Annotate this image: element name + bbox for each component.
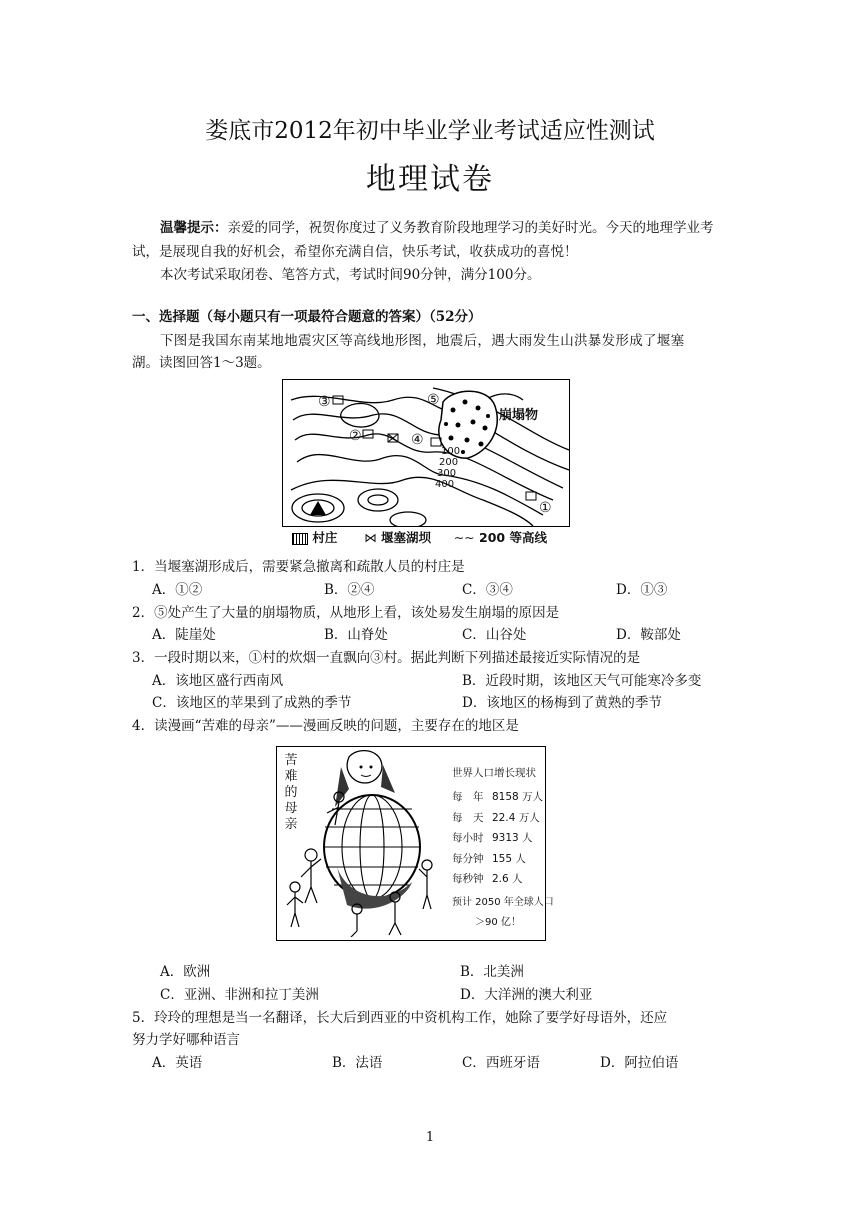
village-legend-icon <box>292 533 308 545</box>
legend-dam: 堰塞湖坝 <box>380 530 431 545</box>
exam-info: 本次考试采取闭卷、笔答方式，考试时间90分钟，满分100分。 <box>160 267 541 283</box>
q2-option-d[interactable]: D．鞍部处 <box>616 627 681 643</box>
intro-tip <box>132 216 732 264</box>
village-4-marker: ④ <box>411 432 424 448</box>
exam-title: 娄底市2012年初中毕业学业考试适应性测试 <box>205 118 655 144</box>
contour-legend-icon: ∼∼ <box>453 530 475 545</box>
paper-title: 地理试卷 <box>366 162 494 197</box>
lead-text-line2: 湖。读图回答1～3题。 <box>132 355 271 371</box>
stat-label: 每 天 <box>452 811 484 824</box>
q3-option-a[interactable]: A．该地区盛行西南风 <box>152 673 284 689</box>
contour-label-100: 100 <box>441 446 461 457</box>
stat-row <box>452 808 543 829</box>
stat-label: 每 年 <box>452 791 484 803</box>
q3-option-b[interactable]: B．近段时期，该地区天气可能寒冷多变 <box>462 673 702 689</box>
section-heading: 一、选择题（每小题只有一项最符合题意的答案）（52分） <box>132 309 482 325</box>
cartoon-title-char: 亲 <box>284 817 298 832</box>
question-5-stem-line1: 5．玲玲的理想是当一名翻译，长大后到西亚的中资机构工作，她除了要学好母语外，还应 <box>132 1010 668 1026</box>
stat-value: 9313 人 <box>492 832 533 844</box>
q2-option-b[interactable]: B．山脊处 <box>324 627 388 643</box>
question-1-stem: 1．当堰塞湖形成后，需要紧急撤离和疏散人员的村庄是 <box>132 559 465 575</box>
legend-contour: 200 等高线 <box>479 530 547 545</box>
q4-option-a[interactable]: A．欧洲 <box>160 964 211 980</box>
stat-row <box>452 849 543 870</box>
q3-option-c[interactable]: C．该地区的苹果到了成熟的季节 <box>152 695 352 711</box>
q4-option-d[interactable]: D．大洋洲的澳大利亚 <box>460 987 593 1003</box>
contour-map-figure <box>282 379 570 527</box>
tip-text: 亲爱的同学，祝贺你度过了义务教育阶段地理学习的美好时光。今天的地理学业考试，是展现自我的好机会，希望你充满自信，快乐考试，收获成功的喜悦！ <box>132 220 714 260</box>
stat-value: 8158 万人 <box>492 791 544 803</box>
stat-row <box>452 828 543 849</box>
forecast-line2: ＞90 亿！ <box>475 917 521 928</box>
question-5-stem-line2: 努力学好哪种语言 <box>132 1032 240 1048</box>
tip-label: 温馨提示： <box>160 220 228 236</box>
stats-list <box>452 787 543 890</box>
legend-village: 村庄 <box>312 530 338 545</box>
stat-label: 每小时 <box>452 832 484 844</box>
q2-option-c[interactable]: C．山谷处 <box>462 627 527 643</box>
contour-label-300: 300 <box>437 468 457 479</box>
cartoon-drawing <box>277 747 437 937</box>
village-5-marker: ⑤ <box>427 392 440 408</box>
question-4-stem: 4．读漫画“苦难的母亲”——漫画反映的问题，主要存在的地区是 <box>132 718 519 734</box>
cartoon-title-char: 苦 <box>284 753 298 768</box>
cartoon-title-char: 难 <box>284 769 298 784</box>
q1-option-c[interactable]: C．③④ <box>462 582 513 598</box>
forecast-line1: 预计 2050 年全球人口 <box>452 897 554 908</box>
q5-option-c[interactable]: C．西班牙语 <box>462 1055 540 1071</box>
stats-title: 世界人口增长现状 <box>452 767 536 779</box>
q5-option-d[interactable]: D．阿拉伯语 <box>600 1055 679 1071</box>
question-3-stem: 3．一段时期以来，①村的炊烟一直飘向③村。据此判断下列描述最接近实际情况的是 <box>132 650 641 666</box>
stat-row <box>452 869 543 890</box>
contour-label-200: 200 <box>439 457 459 468</box>
cartoon-figure <box>276 746 554 941</box>
q1-option-d[interactable]: D．①③ <box>616 582 668 598</box>
cartoon-title-char: 母 <box>284 801 298 816</box>
stat-label: 每分钟 <box>452 852 484 865</box>
stat-value: 155 人 <box>492 852 526 865</box>
question-2-stem: 2．⑤处产生了大量的崩塌物质，从地形上看，该处易发生崩塌的原因是 <box>132 605 560 621</box>
stat-row <box>452 787 543 808</box>
q5-option-b[interactable]: B．法语 <box>332 1055 383 1071</box>
q3-option-d[interactable]: D．该地区的杨梅到了黄熟的季节 <box>462 695 662 711</box>
dam-legend-icon: ⋈ <box>364 530 377 545</box>
stat-label: 每秒钟 <box>452 873 484 885</box>
stat-value: 22.4 万人 <box>492 811 540 824</box>
stat-value: 2.6 人 <box>492 873 523 885</box>
village-1-marker: ① <box>539 500 552 516</box>
cartoon-title-char: 的 <box>284 785 298 800</box>
village-2-marker: ② <box>349 428 362 444</box>
q5-option-a[interactable]: A．英语 <box>152 1055 203 1071</box>
q4-option-c[interactable]: C．亚洲、非洲和拉丁美洲 <box>160 987 319 1003</box>
map-legend <box>292 528 547 546</box>
q2-option-a[interactable]: A．陡崖处 <box>152 627 216 643</box>
page-number: 1 <box>425 1130 435 1145</box>
lead-text-line1: 下图是我国东南某地地震灾区等高线地形图，地震后，遇大雨发生山洪暴发形成了堰塞 <box>160 333 685 349</box>
q4-option-b[interactable]: B．北美洲 <box>460 964 524 980</box>
contour-label-400: 400 <box>435 479 455 490</box>
village-3-marker: ③ <box>318 394 331 410</box>
collapse-label: 崩塌物 <box>499 408 539 423</box>
q1-option-a[interactable]: A．①② <box>152 582 203 598</box>
q1-option-b[interactable]: B．②④ <box>324 582 375 598</box>
